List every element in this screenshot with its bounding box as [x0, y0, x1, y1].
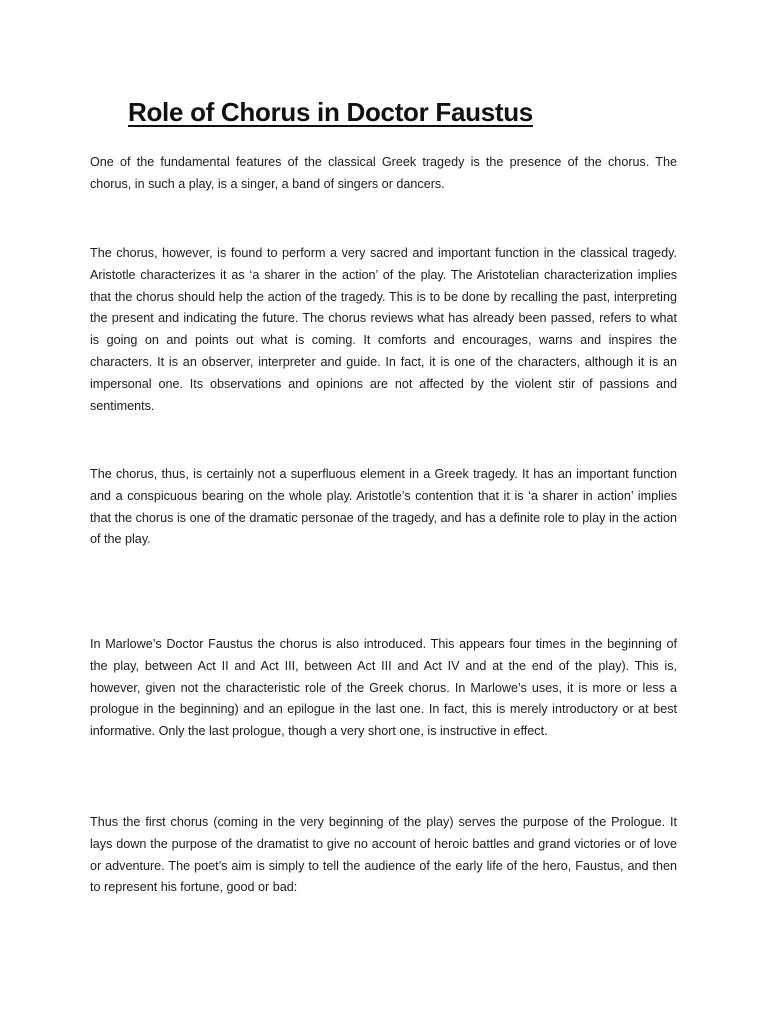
- paragraph-marlowe: In Marlowe’s Doctor Faustus the chorus is also introduced. This appears four times in the beginning of the play, between Act II and Act III, between Act III and Act IV and at the end of the play). This is, however, given not the characteristic role of the Greek chorus. In Marlowe’s uses, it is more or less a prologue in the beginning) and an epilogue in the last one. In fact, this is merely introductory or at best informative. Only the last prologue, though a very short one, is instructive in effect.: [90, 637, 677, 739]
- paragraph-first-chorus: Thus the first chorus (coming in the very beginning of the play) serves the purpose of the Prologue. It lays down the purpose of the dramatist to give no account of heroic battles and grand victories or of love or adventure. The poet’s aim is simply to tell the audience of the early life of the hero, Faustus, and then to represent his fortune, good or bad:: [90, 815, 677, 895]
- page-title: Role of Chorus in Doctor Faustus: [128, 97, 533, 127]
- paragraph-intro: One of the fundamental features of the classical Greek tragedy is the presence of the chorus. The chorus, in such a play, is a singer, a band of singers or dancers.: [90, 155, 677, 191]
- paragraph-importance: The chorus, thus, is certainly not a superfluous element in a Greek tragedy. It has an important function and a conspicuous bearing on the whole play. Aristotle’s contention that it is ‘a sharer in action’ implies that the chorus is one of the dramatic personae of the tragedy, and has a definite role to play in the action of the play.: [90, 467, 677, 547]
- paragraph-function: The chorus, however, is found to perform a very sacred and important function in the classical tragedy. Aristotle characterizes it as ‘a sharer in the action’ of the play. The Aristotelian characterization implies that the chorus should help the action of the tragedy. This is to be done by recalling the past, interpreting the present and indicating the future. The chorus reviews what has already been passed, refers to what is going on and points out what is coming. It comforts and encourages, warns and inspires the characters. It is an observer, interpreter and guide. In fact, it is one of the characters, although it is an impersonal one. Its observations and opinions are not affected by the violent stir of passions and sentiments.: [90, 246, 677, 413]
